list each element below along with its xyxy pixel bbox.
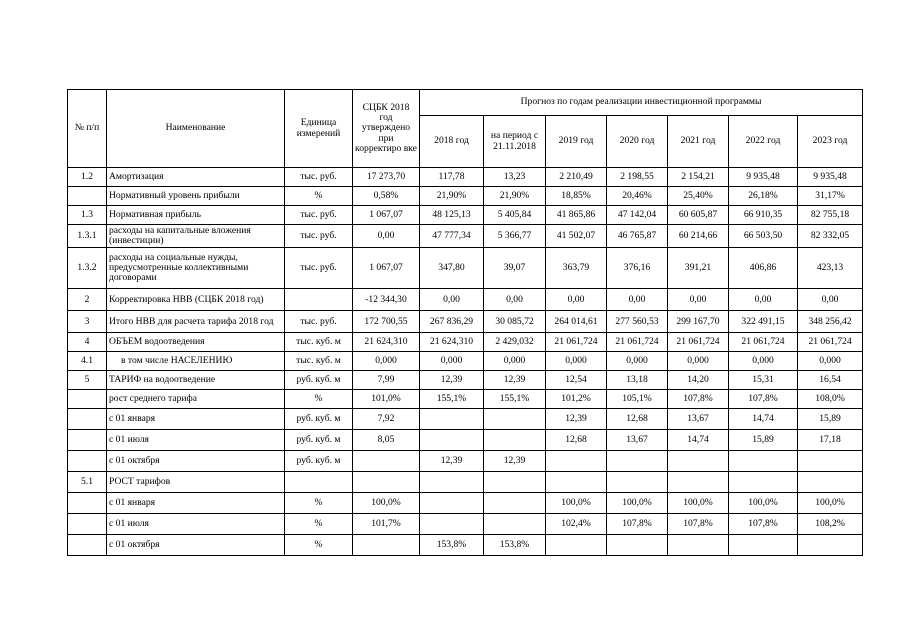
row-value-cell: 267 836,29 <box>420 311 484 333</box>
row-value-cell: 0,000 <box>420 352 484 371</box>
table-row <box>68 248 863 289</box>
row-value-cell: 66 503,50 <box>729 225 798 248</box>
row-value-cell: 39,07 <box>484 248 546 289</box>
row-value-cell: 101,2% <box>546 390 607 409</box>
table-row <box>68 289 863 311</box>
row-value-cell: 347,80 <box>420 248 484 289</box>
row-value-cell: 0,000 <box>546 352 607 371</box>
row-value-cell: 2 198,55 <box>607 168 668 187</box>
header-year: 2019 год <box>546 116 607 168</box>
row-value-cell: 391,21 <box>668 248 729 289</box>
row-value-cell: 15,31 <box>729 371 798 390</box>
row-value-cell: 100,0% <box>668 493 729 514</box>
row-value-cell: 82 755,18 <box>798 206 863 225</box>
row-value-cell: 12,39 <box>420 451 484 472</box>
row-value-cell: 60 214,66 <box>668 225 729 248</box>
row-value-cell: 2 429,032 <box>484 333 546 352</box>
row-approved-cell: 172 700,55 <box>353 311 420 333</box>
row-value-cell: 406,86 <box>729 248 798 289</box>
row-value-cell: 155,1% <box>420 390 484 409</box>
header-num: № п/п <box>68 90 107 168</box>
row-value-cell: 25,40% <box>668 187 729 206</box>
row-value-cell: 41 502,07 <box>546 225 607 248</box>
row-number-cell <box>68 535 107 556</box>
row-approved-cell <box>353 451 420 472</box>
row-name-cell: с 01 июля <box>107 430 285 451</box>
header-forecast: Прогноз по годам реализации инвестиционной программы <box>420 90 863 116</box>
row-value-cell <box>546 472 607 493</box>
row-number-cell: 5.1 <box>68 472 107 493</box>
row-name-cell: с 01 июля <box>107 514 285 535</box>
row-approved-cell: 0,000 <box>353 352 420 371</box>
row-value-cell: 107,8% <box>607 514 668 535</box>
header-year: 2020 год <box>607 116 668 168</box>
row-value-cell <box>420 409 484 430</box>
table-row <box>68 535 863 556</box>
row-value-cell: 60 605,87 <box>668 206 729 225</box>
tariff-table <box>67 89 863 556</box>
row-number-cell: 5 <box>68 371 107 390</box>
row-value-cell: 13,67 <box>607 430 668 451</box>
row-value-cell: 14,74 <box>729 409 798 430</box>
header-year: на период с 21.11.2018 <box>484 116 546 168</box>
row-value-cell: 0,00 <box>668 289 729 311</box>
row-approved-cell: 101,0% <box>353 390 420 409</box>
row-value-cell <box>798 472 863 493</box>
row-value-cell: 9 935,48 <box>798 168 863 187</box>
row-value-cell: 21 624,310 <box>420 333 484 352</box>
row-name-cell: Амортизация <box>107 168 285 187</box>
row-value-cell: 9 935,48 <box>729 168 798 187</box>
row-value-cell <box>729 451 798 472</box>
row-value-cell: 100,0% <box>729 493 798 514</box>
header-year: 2023 год <box>798 116 863 168</box>
row-value-cell: 48 125,13 <box>420 206 484 225</box>
row-value-cell: 12,39 <box>420 371 484 390</box>
row-value-cell: 17,18 <box>798 430 863 451</box>
row-value-cell: 21 061,724 <box>546 333 607 352</box>
row-unit-cell: тыс. куб. м <box>285 333 353 352</box>
row-unit-cell <box>285 472 353 493</box>
row-unit-cell: тыс. руб. <box>285 225 353 248</box>
row-number-cell <box>68 514 107 535</box>
row-number-cell <box>68 390 107 409</box>
row-value-cell: 107,8% <box>668 390 729 409</box>
row-name-cell: ТАРИФ на водоотведение <box>107 371 285 390</box>
row-value-cell: 46 765,87 <box>607 225 668 248</box>
header-unit: Единица измерений <box>285 90 353 168</box>
row-approved-cell <box>353 472 420 493</box>
row-value-cell <box>484 514 546 535</box>
table-row <box>68 333 863 352</box>
row-number-cell: 3 <box>68 311 107 333</box>
row-value-cell: 21 061,724 <box>798 333 863 352</box>
row-value-cell: 264 014,61 <box>546 311 607 333</box>
row-value-cell: 107,8% <box>729 390 798 409</box>
row-name-cell: рост среднего тарифа <box>107 390 285 409</box>
row-value-cell <box>668 535 729 556</box>
table-row <box>68 390 863 409</box>
row-number-cell: 1.2 <box>68 168 107 187</box>
row-approved-cell: 7,99 <box>353 371 420 390</box>
row-value-cell <box>484 430 546 451</box>
row-approved-cell: 1 067,07 <box>353 248 420 289</box>
row-unit-cell: руб. куб. м <box>285 371 353 390</box>
row-approved-cell: 17 273,70 <box>353 168 420 187</box>
row-unit-cell: тыс. руб. <box>285 248 353 289</box>
row-name-cell: с 01 октября <box>107 451 285 472</box>
row-value-cell: 0,00 <box>607 289 668 311</box>
row-value-cell: 277 560,53 <box>607 311 668 333</box>
row-value-cell: 0,00 <box>484 289 546 311</box>
row-number-cell: 1.3 <box>68 206 107 225</box>
row-value-cell: 0,000 <box>668 352 729 371</box>
row-value-cell <box>484 409 546 430</box>
table-row <box>68 514 863 535</box>
table-row <box>68 409 863 430</box>
row-value-cell: 20,46% <box>607 187 668 206</box>
row-value-cell: 0,00 <box>420 289 484 311</box>
row-value-cell: 107,8% <box>668 514 729 535</box>
row-value-cell: 0,00 <box>729 289 798 311</box>
row-value-cell <box>729 472 798 493</box>
table-row <box>68 225 863 248</box>
row-approved-cell <box>353 535 420 556</box>
table-row <box>68 493 863 514</box>
row-value-cell: 16,54 <box>798 371 863 390</box>
row-value-cell <box>420 430 484 451</box>
row-name-cell: ОБЪЕМ водоотведения <box>107 333 285 352</box>
row-value-cell: 299 167,70 <box>668 311 729 333</box>
row-value-cell: 0,00 <box>546 289 607 311</box>
row-value-cell: 66 910,35 <box>729 206 798 225</box>
row-value-cell <box>798 535 863 556</box>
row-approved-cell: 0,00 <box>353 225 420 248</box>
row-value-cell: 12,39 <box>484 451 546 472</box>
row-value-cell: 5 366,77 <box>484 225 546 248</box>
row-unit-cell <box>285 289 353 311</box>
row-name-cell: Итого НВВ для расчета тарифа 2018 год <box>107 311 285 333</box>
row-number-cell <box>68 430 107 451</box>
row-value-cell: 423,13 <box>798 248 863 289</box>
row-approved-cell: 7,92 <box>353 409 420 430</box>
row-value-cell: 14,74 <box>668 430 729 451</box>
row-value-cell <box>668 451 729 472</box>
header-name: Наименование <box>107 90 285 168</box>
row-unit-cell: % <box>285 514 353 535</box>
row-approved-cell: 21 624,310 <box>353 333 420 352</box>
row-value-cell: 26,18% <box>729 187 798 206</box>
row-value-cell: 41 865,86 <box>546 206 607 225</box>
row-value-cell: 2 210,49 <box>546 168 607 187</box>
row-value-cell <box>420 493 484 514</box>
row-unit-cell: тыс. руб. <box>285 168 353 187</box>
row-name-cell: расходы на социальные нужды, предусмотренные коллективными договорами <box>107 248 285 289</box>
header-year: 2018 год <box>420 116 484 168</box>
table-row <box>68 430 863 451</box>
table-row <box>68 168 863 187</box>
row-name-cell: с 01 октября <box>107 535 285 556</box>
row-value-cell: 155,1% <box>484 390 546 409</box>
row-value-cell <box>607 451 668 472</box>
table-body <box>68 168 863 556</box>
header-year: 2022 год <box>729 116 798 168</box>
row-value-cell: 21 061,724 <box>607 333 668 352</box>
row-value-cell: 12,39 <box>546 409 607 430</box>
row-value-cell: 108,2% <box>798 514 863 535</box>
row-number-cell <box>68 493 107 514</box>
row-number-cell <box>68 187 107 206</box>
row-value-cell: 105,1% <box>607 390 668 409</box>
row-value-cell: 153,8% <box>420 535 484 556</box>
row-value-cell: 30 085,72 <box>484 311 546 333</box>
row-value-cell: 12,68 <box>607 409 668 430</box>
header-approved: СЦБК 2018 год утверждено при корректиро вке <box>353 90 420 168</box>
row-number-cell <box>68 451 107 472</box>
row-value-cell: 107,8% <box>729 514 798 535</box>
row-name-cell: расходы на капитальные вложения (инвестиции) <box>107 225 285 248</box>
row-value-cell: 12,68 <box>546 430 607 451</box>
row-value-cell: 21,90% <box>484 187 546 206</box>
row-value-cell: 2 154,21 <box>668 168 729 187</box>
table-row <box>68 472 863 493</box>
row-unit-cell: % <box>285 535 353 556</box>
row-value-cell: 117,78 <box>420 168 484 187</box>
row-approved-cell: 100,0% <box>353 493 420 514</box>
row-value-cell <box>484 472 546 493</box>
row-unit-cell: % <box>285 493 353 514</box>
header-year: 2021 год <box>668 116 729 168</box>
row-value-cell: 47 142,04 <box>607 206 668 225</box>
table-row <box>68 187 863 206</box>
row-approved-cell: 0,58% <box>353 187 420 206</box>
row-number-cell: 1.3.1 <box>68 225 107 248</box>
row-name-cell: Нормативная прибыль <box>107 206 285 225</box>
row-unit-cell: руб. куб. м <box>285 451 353 472</box>
row-number-cell: 2 <box>68 289 107 311</box>
row-value-cell: 47 777,34 <box>420 225 484 248</box>
row-unit-cell: руб. куб. м <box>285 409 353 430</box>
row-value-cell: 153,8% <box>484 535 546 556</box>
row-value-cell: 12,54 <box>546 371 607 390</box>
row-name-cell: с 01 января <box>107 493 285 514</box>
row-approved-cell: 101,7% <box>353 514 420 535</box>
row-value-cell: 15,89 <box>798 409 863 430</box>
row-name-cell: РОСТ тарифов <box>107 472 285 493</box>
row-value-cell: 322 491,15 <box>729 311 798 333</box>
row-name-cell: в том числе НАСЕЛЕНИЮ <box>107 352 285 371</box>
row-value-cell: 100,0% <box>546 493 607 514</box>
row-unit-cell: тыс. руб. <box>285 311 353 333</box>
row-value-cell: 82 332,05 <box>798 225 863 248</box>
row-value-cell <box>668 472 729 493</box>
row-value-cell: 12,39 <box>484 371 546 390</box>
row-value-cell: 376,16 <box>607 248 668 289</box>
row-value-cell <box>607 472 668 493</box>
row-unit-cell: тыс. руб. <box>285 206 353 225</box>
table-row <box>68 206 863 225</box>
row-value-cell: 14,20 <box>668 371 729 390</box>
row-unit-cell: % <box>285 390 353 409</box>
row-number-cell: 4 <box>68 333 107 352</box>
row-value-cell <box>798 451 863 472</box>
row-value-cell: 100,0% <box>607 493 668 514</box>
row-value-cell: 0,000 <box>484 352 546 371</box>
row-unit-cell: тыс. куб. м <box>285 352 353 371</box>
row-value-cell <box>420 514 484 535</box>
row-value-cell: 0,000 <box>798 352 863 371</box>
row-value-cell: 108,0% <box>798 390 863 409</box>
row-value-cell: 21 061,724 <box>668 333 729 352</box>
row-value-cell <box>484 493 546 514</box>
row-number-cell <box>68 409 107 430</box>
table-row <box>68 352 863 371</box>
row-name-cell: Нормативный уровень прибыли <box>107 187 285 206</box>
row-name-cell: Корректировка НВВ (СЦБК 2018 год) <box>107 289 285 311</box>
row-value-cell: 5 405,84 <box>484 206 546 225</box>
row-value-cell: 0,000 <box>729 352 798 371</box>
row-value-cell: 15,89 <box>729 430 798 451</box>
row-approved-cell: 8,05 <box>353 430 420 451</box>
row-value-cell: 363,79 <box>546 248 607 289</box>
row-value-cell <box>607 535 668 556</box>
row-value-cell <box>546 535 607 556</box>
row-number-cell: 1.3.2 <box>68 248 107 289</box>
row-value-cell: 100,0% <box>798 493 863 514</box>
table-row <box>68 311 863 333</box>
row-value-cell <box>420 472 484 493</box>
row-unit-cell: руб. куб. м <box>285 430 353 451</box>
row-value-cell: 13,18 <box>607 371 668 390</box>
row-value-cell: 31,17% <box>798 187 863 206</box>
row-unit-cell: % <box>285 187 353 206</box>
row-value-cell: 18,85% <box>546 187 607 206</box>
row-value-cell: 102,4% <box>546 514 607 535</box>
row-number-cell: 4.1 <box>68 352 107 371</box>
row-value-cell: 21 061,724 <box>729 333 798 352</box>
row-value-cell <box>546 451 607 472</box>
row-value-cell: 0,00 <box>798 289 863 311</box>
row-value-cell: 13,67 <box>668 409 729 430</box>
row-name-cell: с 01 января <box>107 409 285 430</box>
row-value-cell: 348 256,42 <box>798 311 863 333</box>
table-row <box>68 451 863 472</box>
table-row <box>68 371 863 390</box>
row-approved-cell: 1 067,07 <box>353 206 420 225</box>
row-value-cell: 13,23 <box>484 168 546 187</box>
row-approved-cell: -12 344,30 <box>353 289 420 311</box>
row-value-cell <box>729 535 798 556</box>
row-value-cell: 21,90% <box>420 187 484 206</box>
row-value-cell: 0,000 <box>607 352 668 371</box>
